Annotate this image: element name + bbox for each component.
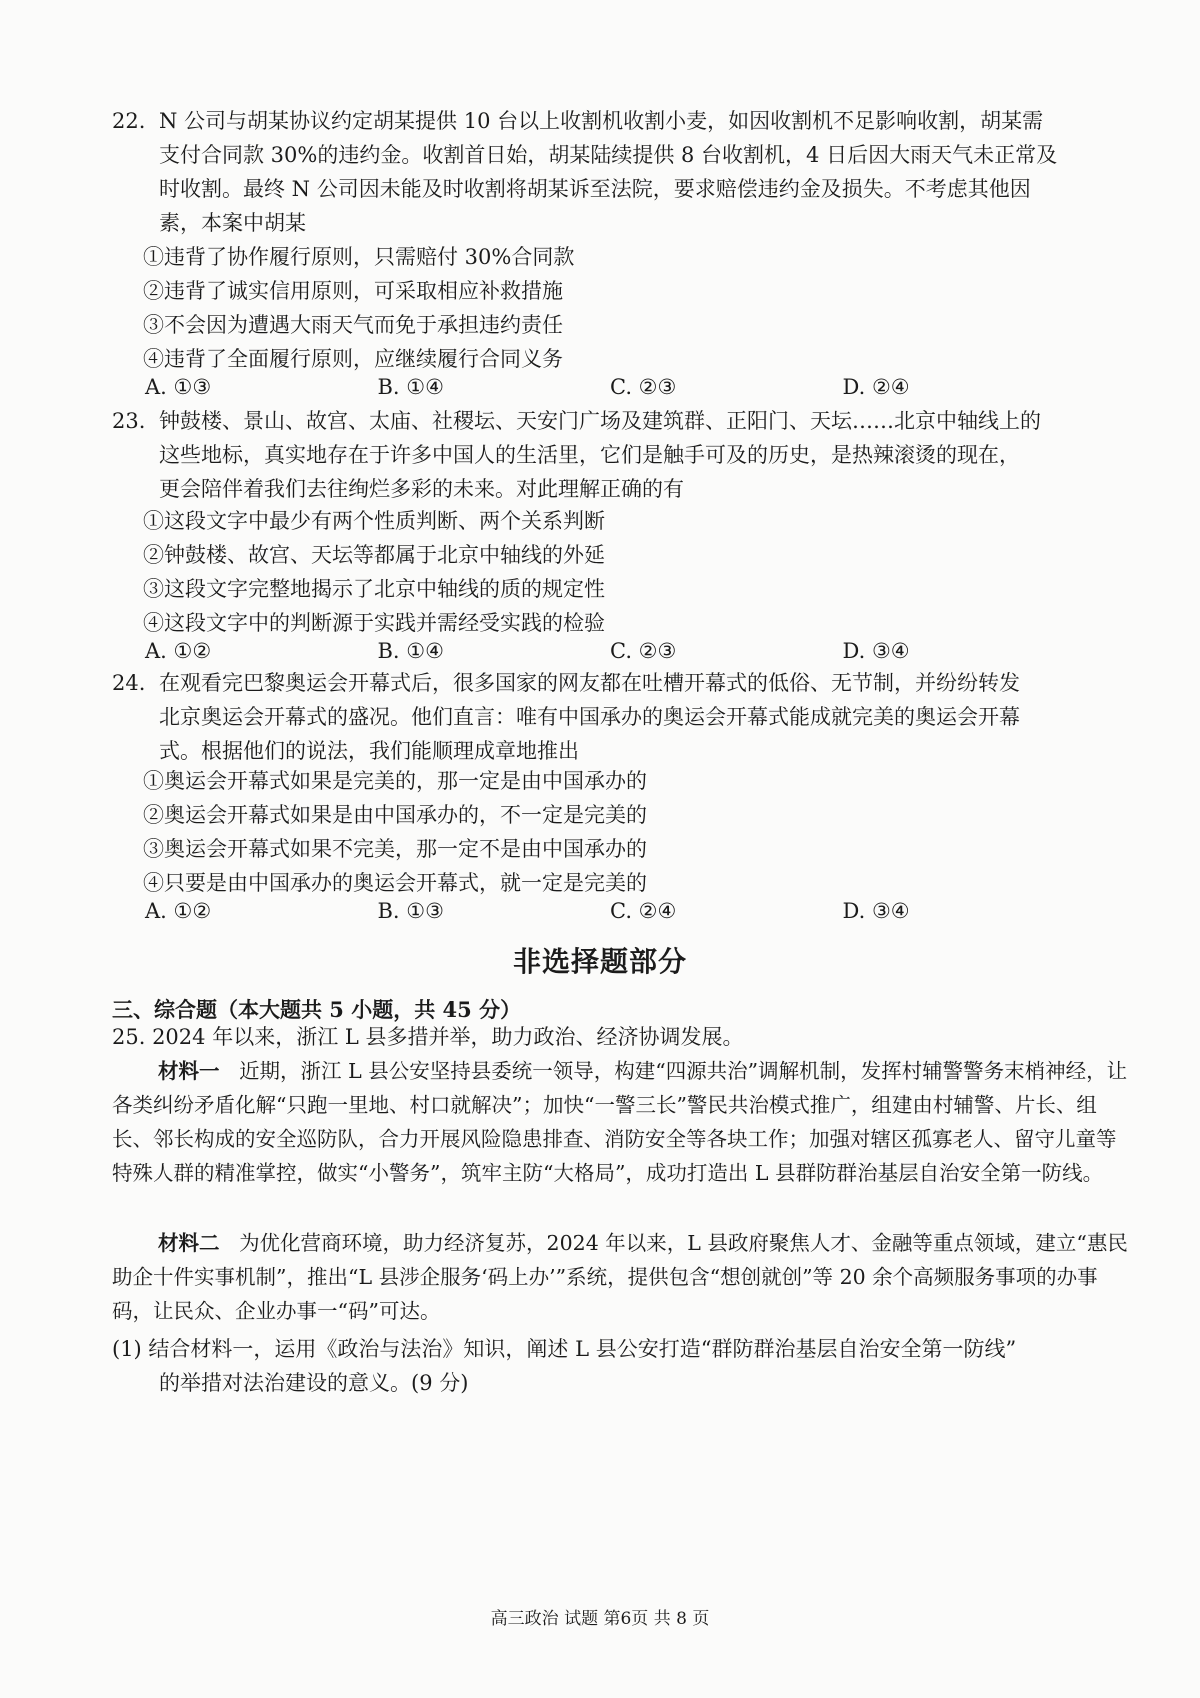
- question-stem-line: 北京奥运会开幕式的盛况。他们直言：唯有中国承办的奥运会开幕式能成就完美的奥运会开幕: [159, 705, 1020, 729]
- option-statement: ④违背了全面履行原则，应继续履行合同义务: [143, 347, 563, 371]
- choice-a: A. ①③: [145, 375, 212, 399]
- material-one: [112, 1054, 1132, 1190]
- choice-b: B. ①④: [377, 375, 444, 399]
- question-stem-line: 更会陪伴着我们去往绚烂多彩的未来。对此理解正确的有: [159, 477, 684, 501]
- sub-question-line: (1) 结合材料一，运用《政治与法治》知识，阐述 L 县公安打造“群防群治基层自治安全第一防线”: [112, 1337, 1017, 1361]
- material-one-label: 材料一: [158, 1059, 220, 1083]
- choice-c: C. ②④: [610, 899, 677, 923]
- option-statement: ③奥运会开幕式如果不完美，那一定不是由中国承办的: [143, 837, 647, 861]
- option-statement: ③不会因为遭遇大雨天气而免于承担违约责任: [143, 313, 563, 337]
- question-number: 22.: [112, 109, 146, 133]
- question-stem-line: 式。根据他们的说法，我们能顺理成章地推出: [159, 739, 579, 763]
- question-22-choices: [145, 370, 1075, 404]
- material-one-text: 近期，浙江 L 县公安坚持县委统一领导，构建“四源共治”调解机制，发挥村辅警警务末梢神经，让各类纠纷矛盾化解“只跑一里地、村口就解决”；加快“一警三长”警民共治模式推广，组建由村辅警、片长、组长、邻长构成的安全巡防队，合力开展风险隐患排查、消防安全等各块工作；加强对辖区孤寡老人、留守儿童等特殊人群的精准掌控，做实“小警务”，筑牢主防“大格局”，成功打造出 L 县群防群治基层自治安全第一防线。: [112, 1059, 1128, 1185]
- question-24: [112, 666, 1020, 768]
- option-statement: ④只要是由中国承办的奥运会开幕式，就一定是完美的: [143, 871, 647, 895]
- question-stem-line: 素，本案中胡某: [159, 211, 306, 235]
- choice-c: C. ②③: [610, 639, 677, 663]
- question-number: 23.: [112, 409, 146, 433]
- sub-question-line: 的举措对法治建设的意义。(9 分): [159, 1371, 469, 1395]
- option-statement: ③这段文字完整地揭示了北京中轴线的质的规定性: [143, 577, 605, 601]
- question-stem-line: 支付合同款 30%的违约金。收割首日始，胡某陆续提供 8 台收割机，4 日后因大雨天气未正常及: [159, 143, 1058, 167]
- question-stem-line: 钟鼓楼、景山、故宫、太庙、社稷坛、天安门广场及建筑群、正阳门、天坛……北京中轴线上的: [159, 409, 1041, 433]
- question-22-options: [143, 240, 574, 376]
- option-statement: ④这段文字中的判断源于实践并需经受实践的检验: [143, 611, 605, 635]
- choice-b: B. ①④: [377, 639, 444, 663]
- material-two-text: 为优化营商环境，助力经济复苏，2024 年以来，L 县政府聚焦人才、金融等重点领域，建立“惠民助企十件实事机制”，推出“L 县涉企服务‘码上办’”系统，提供包含“想创就创”等 20 余个高频服务事项的办事码，让民众、企业办事一“码”可达。: [112, 1231, 1128, 1323]
- part-title: 非选择题部分: [512, 945, 687, 978]
- question-24-choices: [145, 894, 1075, 928]
- question-stem-line: 时收割。最终 N 公司因未能及时收割将胡某诉至法院，要求赔偿违约金及损失。不考虑其他因: [159, 177, 1031, 201]
- question-23-choices: [145, 634, 1075, 668]
- question-stem-line: 在观看完巴黎奥运会开幕式后，很多国家的网友都在吐槽开幕式的低俗、无节制，并纷纷转发: [159, 671, 1020, 695]
- choice-a: A. ①②: [145, 899, 212, 923]
- material-two: [112, 1226, 1132, 1328]
- page-footer: 高三政治 试题 第6页 共 8 页: [490, 1609, 710, 1629]
- question-number: 24.: [112, 671, 146, 695]
- choice-d: D. ②④: [842, 375, 910, 399]
- question-23-options: [143, 504, 605, 640]
- option-statement: ②违背了诚实信用原则，可采取相应补救措施: [143, 279, 563, 303]
- question-23: [112, 404, 1041, 506]
- choice-d: D. ③④: [842, 639, 910, 663]
- question-stem-line: N 公司与胡某协议约定胡某提供 10 台以上收割机收割小麦，如因收割机不足影响收割，胡某需: [159, 109, 1044, 133]
- material-two-label: 材料二: [158, 1231, 220, 1255]
- sub-question-1: [112, 1332, 1016, 1400]
- choice-b: B. ①③: [377, 899, 444, 923]
- option-statement: ②奥运会开幕式如果是由中国承办的，不一定是完美的: [143, 803, 647, 827]
- choice-c: C. ②③: [610, 375, 677, 399]
- option-statement: ②钟鼓楼、故宫、天坛等都属于北京中轴线的外延: [143, 543, 605, 567]
- question-stem-line: 这些地标，真实地存在于许多中国人的生活里，它们是触手可及的历史，是热辣滚烫的现在，: [159, 443, 1020, 467]
- section-heading: 三、综合题（本大题共 5 小题，共 45 分）: [112, 997, 522, 1022]
- option-statement: ①这段文字中最少有两个性质判断、两个关系判断: [143, 509, 605, 533]
- question-25-intro: 25. 2024 年以来，浙江 L 县多措并举，助力政治、经济协调发展。: [112, 1025, 744, 1049]
- option-statement: ①违背了协作履行原则，只需赔付 30%合同款: [143, 245, 575, 269]
- choice-d: D. ③④: [842, 899, 910, 923]
- question-22: [112, 104, 1057, 240]
- question-24-options: [143, 764, 647, 900]
- choice-a: A. ①②: [145, 639, 212, 663]
- option-statement: ①奥运会开幕式如果是完美的，那一定是由中国承办的: [143, 769, 647, 793]
